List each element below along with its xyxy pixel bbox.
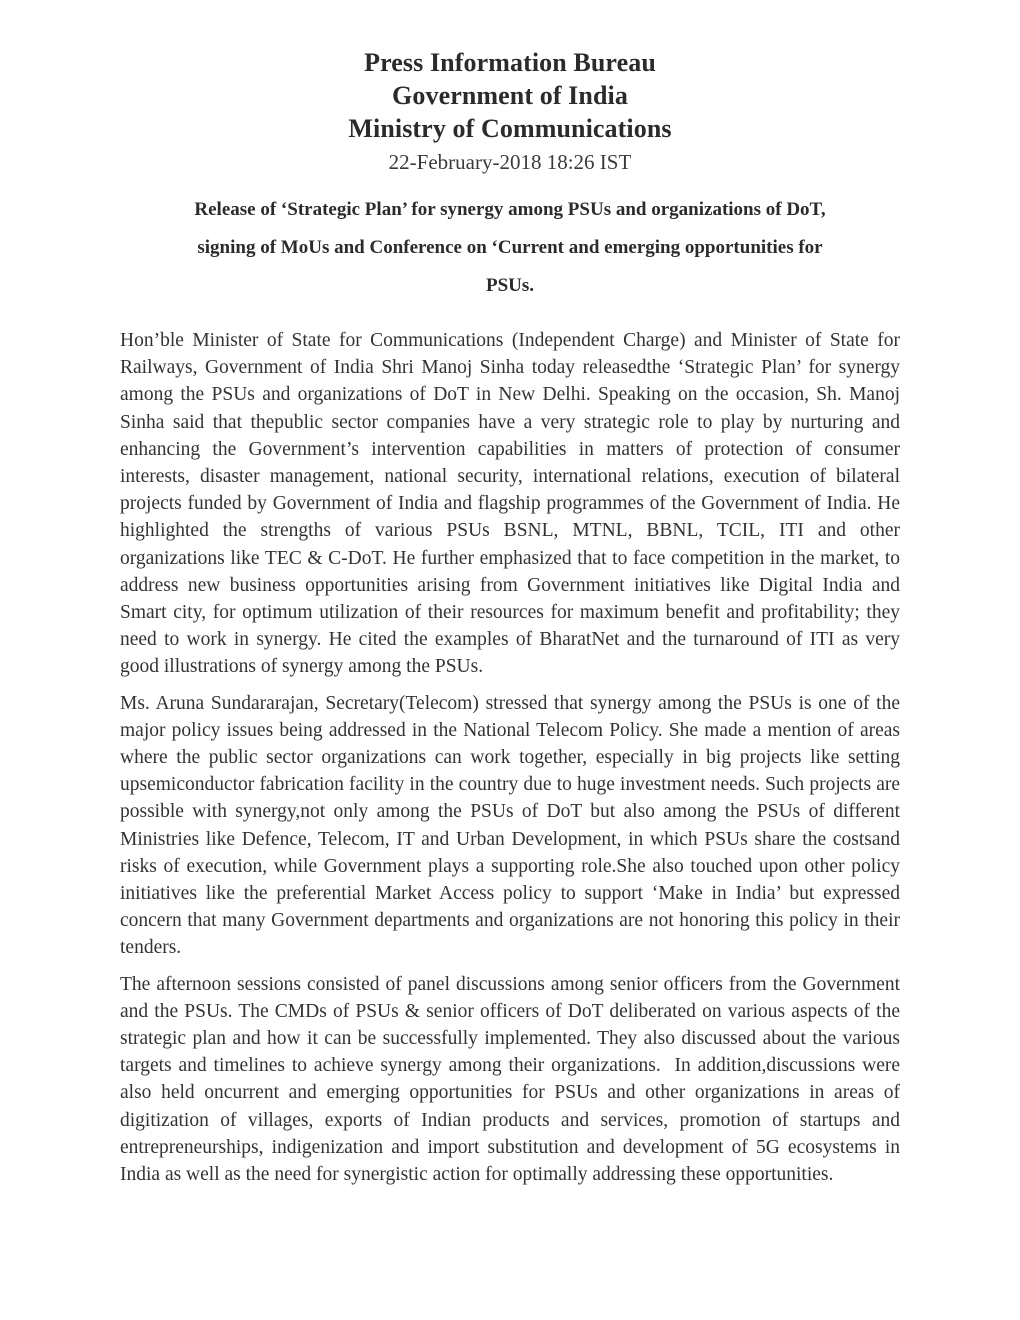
masthead	[0, 0, 1020, 177]
body-paragraph-3: The afternoon sessions consisted of panel discussions among senior officers from the Government and the PSUs. The CMDs of PSUs & senior officers of DoT deliberated on various aspects of the strategic plan and how it can be successfully implemented. They also discussed about the various targets and timelines to achieve synergy among their organizations. In addition,discussions were also held oncurrent and emerging opportunities for PSUs and other organizations in areas of digitization of villages, exports of Indian products and services, promotion of startups and entrepreneurships, indigenization and import substitution and development of 5G ecosystems in India as well as the need for synergistic action for optimally addressing these opportunities.	[120, 973, 905, 1186]
release-dateline: 22-February-2018 18:26 IST	[388, 150, 632, 174]
masthead-line-ministry: Ministry of Communications	[348, 114, 672, 143]
headline-line-2: signing of MoUs and Conference on ‘Current and emerging opportunities for	[197, 237, 823, 258]
masthead-line-government: Government of India	[392, 81, 628, 110]
headline-line-1: Release of ‘Strategic Plan’ for synergy among PSUs and organizations of DoT,	[194, 199, 826, 220]
release-headline	[130, 191, 890, 305]
masthead-line-organization: Press Information Bureau	[364, 48, 656, 77]
headline-line-3: PSUs.	[485, 275, 535, 296]
body-paragraph-1: Hon’ble Minister of State for Communications (Independent Charge) and Minister of State for Railways, Government of India Shri Manoj Sinha today releasedthe ‘Strategic Plan’ for synergy among the PSUs and organizations of DoT in New Delhi. Speaking on the occasion, Sh. Manoj Sinha said that thepublic sector companies have a very strategic role to play by nurturing and enhancing the Government’s intervention capabilities in matters of protection of consumer interests, disaster management, national security, international relations, execution of bilateral projects funded by Government of India and flagship programmes of the Government of India. He highlighted the strengths of various PSUs BSNL, MTNL, BBNL, TCIL, ITI and other organizations like TEC & C-DoT. He further emphasized that to face competition in the market, to address new business opportunities arising from Government initiatives like Digital India and Smart city, for optimum utilization of their resources for maximum benefit and profitability; they need to work in synergy. He cited the examples of BharatNet and the turnaround of ITI as very good illustrations of synergy among the PSUs.	[120, 330, 905, 678]
body-paragraph-2: Ms. Aruna Sundararajan, Secretary(Telecom) stressed that synergy among the PSUs is one of the major policy issues being addressed in the National Telecom Policy. She made a mention of areas where the public sector organizations can work together, especially in big projects like setting upsemiconductor fabrication facility in the country due to huge investment needs. Such projects are possible with synergy,not only among the PSUs of DoT but also among the PSUs of different Ministries like Defence, Telecom, IT and Urban Development, in which PSUs share the costsand risks of execution, while Government plays a supporting role.She also touched upon other policy initiatives like the preferential Market Access policy to support ‘Make in India’ but expressed concern that many Government departments and organizations are not honoring this policy in their tenders.	[120, 692, 905, 959]
release-body	[120, 305, 905, 1188]
